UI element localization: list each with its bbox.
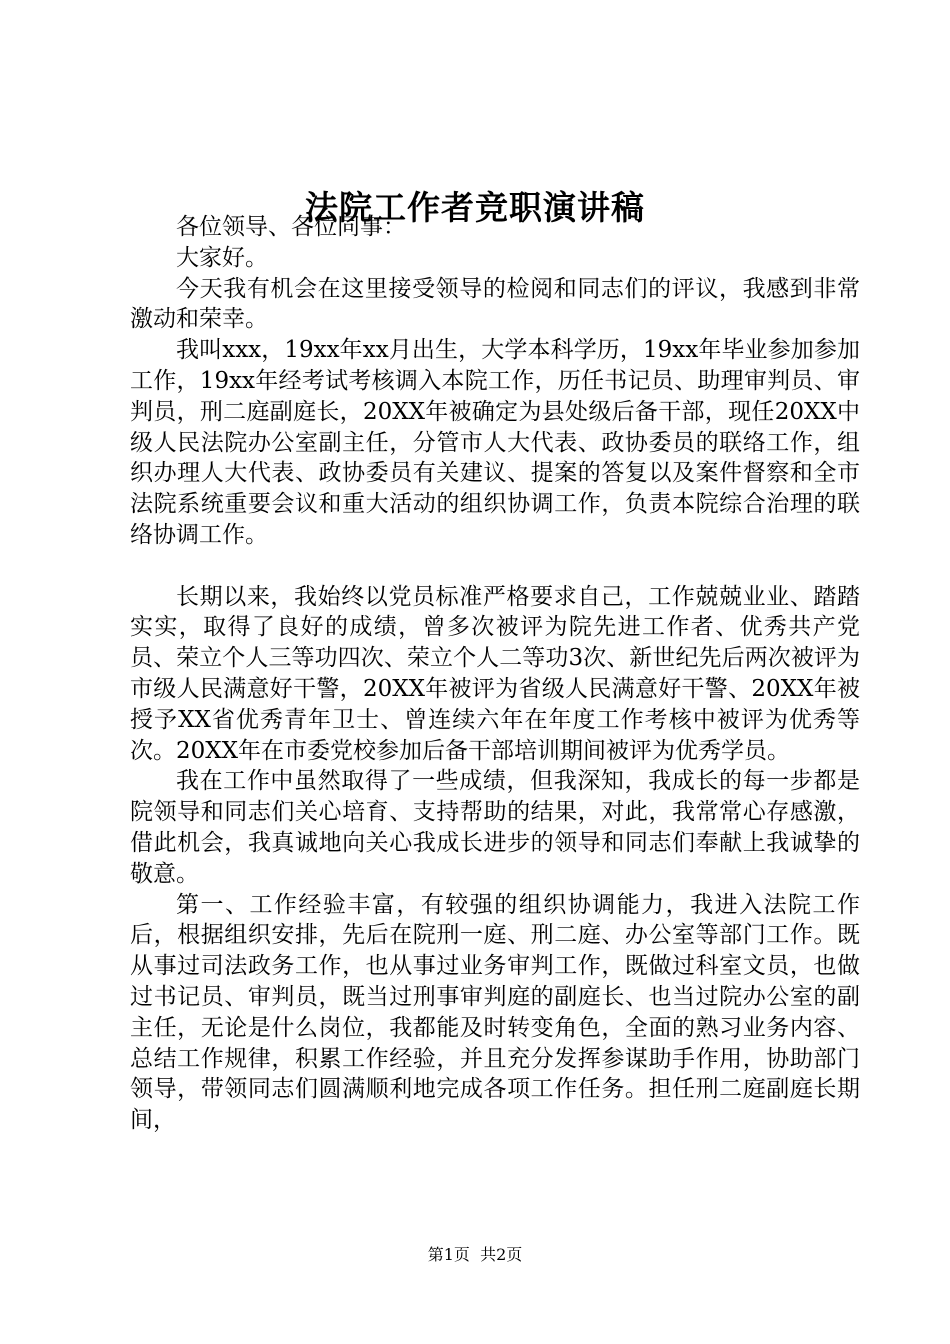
page-footer: 第1页 共2页	[427, 1245, 523, 1264]
document-body	[130, 212, 860, 1136]
paragraph-self-introduction: 我叫xxx，19xx年xx月出生，大学本科学历，19xx年毕业参加参加工作，19xx年经考试考核调入本院工作，历任书记员、助理审判员、审判员，刑二庭副庭长，20XX年被确定为县处级后备干部，现任20XX中级人民法院办公室副主任，分管市人大代表、政协委员的联络工作，组织办理人大代表、政协委员有关建议、提案的答复以及案件督察和全市法院系统重要会议和重大活动的组织协调工作，负责本院综合治理的联络协调工作。	[130, 337, 860, 548]
page-title: 法院工作者竞职演讲稿	[305, 188, 645, 227]
paragraph-greeting: 大家好。	[176, 244, 268, 271]
paragraph-gratitude: 我在工作中虽然取得了一些成绩，但我深知，我成长的每一步都是院领导和同志们关心培育、支持帮助的结果，对此，我常常心存感激，借此机会，我真诚地向关心我成长进步的领导和同志们奉献上我诚挚的敬意。	[130, 768, 860, 887]
paragraph-salutation: 各位领导、各位同事：	[176, 214, 406, 240]
paragraph-experience: 第一、工作经验丰富，有较强的组织协调能力，我进入法院工作后，根据组织安排，先后在院刑一庭、刑二庭、办公室等部门工作。既从事过司法政务工作，也从事过业务审判工作，既做过科室文员，也做过书记员、审判员，既当过刑事审判庭的副庭长、也当过院办公室的副主任，无论是什么岗位，我都能及时转变角色，全面的熟习业务内容、总结工作规律，积累工作经验，并且充分发挥参谋助手作用，协助部门领导，带领同志们圆满顺利地完成各项工作任务。担任刑二庭副庭长期间，	[130, 891, 860, 1134]
paragraph-achievements: 长期以来，我始终以党员标准严格要求自己，工作兢兢业业、踏踏实实，取得了良好的成绩，曾多次被评为院先进工作者、优秀共产党员、荣立个人三等功四次、荣立个人二等功3次、新世纪先后两次被评为市级人民满意好干警，20XX年被评为省级人民满意好干警、20XX年被授予XX省优秀青年卫士、曾连续六年在年度工作考核中被评为优秀等次。20XX年在市委党校参加后备干部培训期间被评为优秀学员。	[130, 583, 860, 764]
paragraph-opening: 今天我有机会在这里接受领导的检阅和同志们的评议，我感到非常激动和荣幸。	[130, 275, 860, 333]
